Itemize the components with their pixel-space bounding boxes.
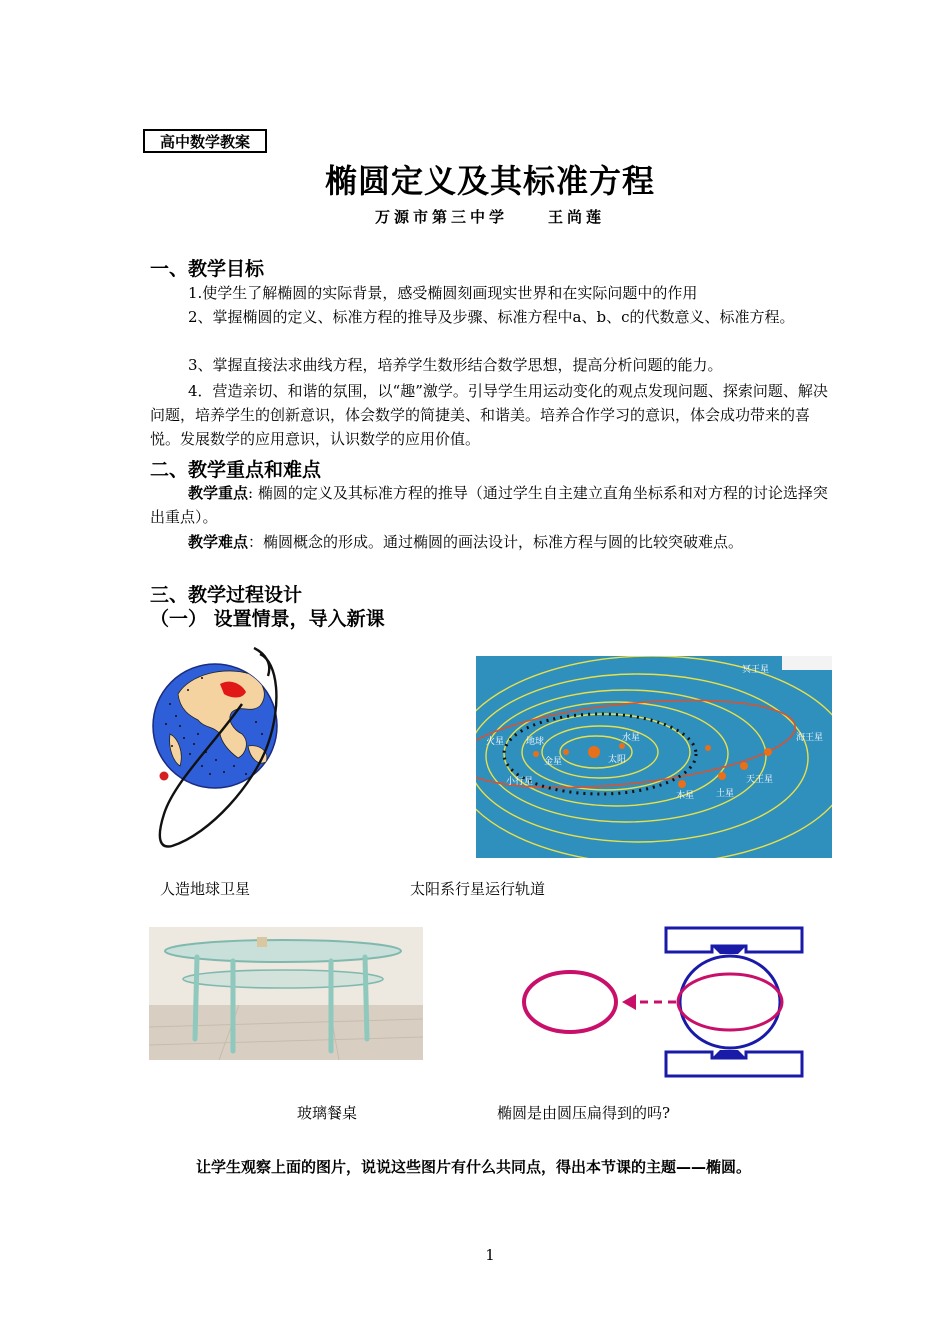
doc-tag: 高中数学教案 [143,129,267,153]
label-saturn: 土星 [716,789,735,799]
label-mars: 火星 [486,737,505,747]
difficult-point-label: 教学难点 [188,533,249,551]
section3-heading: 三、教学过程设计 [150,584,303,606]
section3-subheading: （一） 设置情景，导入新课 [150,608,385,630]
closing-paragraph: 让学生观察上面的图片，说说这些图片有什么共同点，得出本节课的主题——椭圆。 [196,1158,752,1176]
key-point [150,481,835,529]
label-sun: 太阳 [608,755,627,765]
table-caption: 玻璃餐桌 [297,1104,358,1122]
goal-3: 3、掌握直接法求曲线方程，培养学生数形结合数学思想，提高分析问题的能力。 [188,356,723,374]
doc-author-line [150,206,830,227]
label-uranus: 天王星 [746,775,774,785]
section2-heading: 二、教学重点和难点 [150,459,322,481]
goal-1: 1.使学生了解椭圆的实际背景，感受椭圆刻画现实世界和在实际问题中的作用 [188,284,698,302]
goal-2: 2、掌握椭圆的定义、标准方程的推导及步骤、标准方程中a、b、c的代数意义、标准方程。 [188,308,795,326]
label-earth: 地球 [526,737,545,747]
press-caption: 椭圆是由圆压扁得到的吗? [497,1104,671,1122]
label-jupiter: 木星 [676,791,695,801]
section1-heading: 一、教学目标 [150,258,265,280]
goal-4: 4．营造亲切、和谐的氛围，以“趣”激学。引导学生用运动变化的观点发现问题、探索问题、解决问题，培养学生的创新意识，体会数学的简捷美、和谐美。培养合作学习的意识，体会成功带来的喜悦。发展数学的应用意识，认识数学的应用价值。 [150,382,828,448]
satellite-image [150,634,295,852]
doc-title: 椭圆定义及其标准方程 [324,162,655,200]
label-venus: 金星 [544,757,563,767]
school-name: 万源市第三中学 [374,208,508,226]
circle-press-diagram [520,924,810,1080]
difficult-point-text: ：椭圆概念的形成。通过椭圆的画法设计，标准方程与圆的比较突破难点。 [248,533,744,551]
key-point-text: : 椭圆的定义及其标准方程的推导（通过学生自主建立直角坐标系和对方程的讨论选择突出重点）。 [150,484,828,526]
satellite-caption: 人造地球卫星 [160,880,251,898]
solar-caption: 太阳系行星运行轨道 [410,880,546,898]
label-pluto: 冥王星 [742,665,770,675]
label-neptune: 海王星 [796,733,824,743]
key-point-label: 教学重点 [188,484,249,502]
difficult-point [150,530,835,554]
label-mercury: 水星 [622,733,641,743]
solar-system-image [476,656,832,858]
glass-table-image [149,927,423,1060]
page-number: 1 [485,1246,495,1264]
author-name: 王尚莲 [548,208,606,226]
label-asteroid: 小行星 [506,777,534,787]
